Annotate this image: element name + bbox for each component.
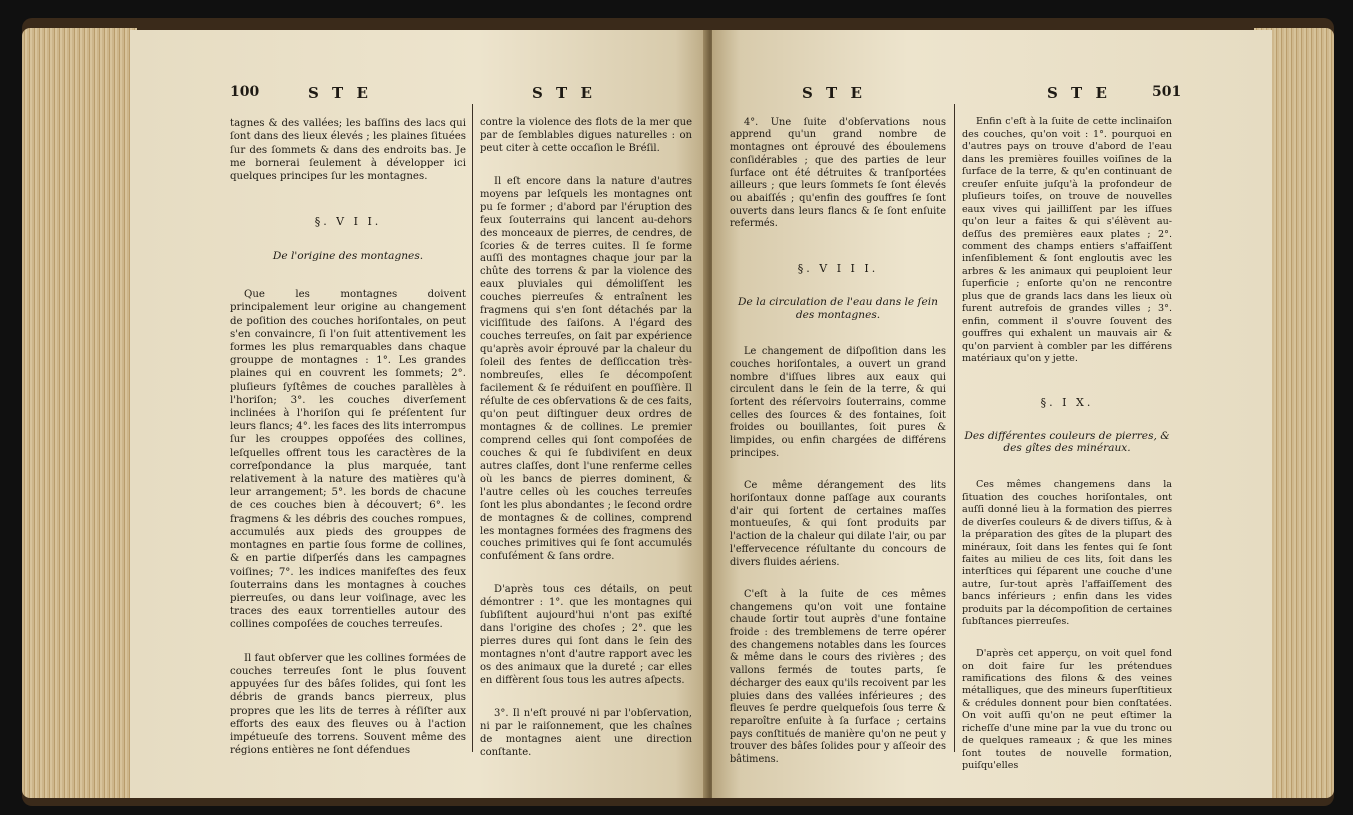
open-book: [22, 18, 1334, 806]
right-page: [712, 30, 1272, 798]
left-page-column-1: [230, 104, 466, 778]
section-heading: §. V I I.: [314, 215, 382, 229]
right-page-column-1: [730, 104, 946, 786]
paragraph: 3°. Il n'eſt prouvé ni par l'obſervation, ni par le raiſonnement, que les chaînes de montagnes aient une direction conſtante.: [480, 707, 692, 758]
paragraph: contre la violence des flots de la mer que par de ſemblables digues naturelles : on peut citer à cette occaſion le Bréſil.: [480, 116, 692, 154]
running-header-left-2: S T E: [532, 84, 596, 102]
left-page: [130, 30, 710, 798]
column-rule: [954, 104, 955, 752]
paragraph: Ce même dérangement des lits horiſontaux donne paſſage aux courants d'air qui ſortent de certaines maſſes montueuſes, & qui ſont produits par l'action de la chaleur qui dilate l'air, ou par l'effervecence réſultante du concours de divers fluides aériens.: [730, 480, 946, 568]
section-title: De l'origine des montagnes.: [272, 249, 424, 262]
paragraph: Le changement de diſpoſition dans les couches horiſontales, a ouvert un grand nombre d'iſſues libres aux eaux qui circulent dans le ſein de la terre, & qui ſortent des réſervoirs ſouterrains, comme celles des ſources & des fontaines, ſoit froides ou bouillantes, ſoit pures & limpides, ou enfin chargées de différens principes.: [730, 346, 946, 459]
section-heading: §. I X.: [1040, 395, 1094, 409]
paragraph: Que les montagnes doivent principalement leur origine au changement de poſition des couches horiſontales, on peut s'en convaincre, ſi l'on ſuit attentivement les formes les plus remarquables dans chaque grouppe de montagnes : 1°. Les grandes plaines qui en couvrent les ſommets; 2°. pluſieurs ſyſtêmes de couches parallèles à l'horiſon; 3°. les couches diverſement inclinées à l'horiſon qui ſe préſentent ſur leurs flancs; 4°. les faces des lits interrompus ſur les crouppes oppoſées des collines, leſquelles offrent tous les caractères de la correſpondance la plus marquée, tant relativement à la nature des matières qu'à leur arrangement; 5°. les bords de chacune de ces couches bien à découvert; 6°. les fragmens & les débris des couches rompues, accumulés aux pieds des grouppes de montagnes en partie ſous forme de collines, & en partie diſperſés dans les campagnes voiſines; 7°. les indices manifeſtes des feux ſouterrains dans les montagnes à couches pierreuſes, ou dans leur voiſinage, avec les traces des eaux torrentielles autour des collines compoſées de couches terreuſes.: [230, 289, 466, 631]
left-page-column-2: [480, 104, 692, 780]
paragraph: Il faut obſerver que les collines formées de couches terreuſes ſont le plus ſouvent appuyées ſur des bâſes ſolides, qui ſont les débris de grands bancs pierreux, plus propres que les lits de terres à réſiſter aux efforts des eaux des fleuves ou à l'action impétueuſe des torrens. Souvent même des régions entières ne ſont défendues: [230, 652, 466, 757]
paragraph: D'après tous ces détails, on peut démontrer : 1°. que les montagnes qui ſubſiſtent aujourd'hui n'ont pas exiſté dans l'origine des choſes ; 2°. que les pierres dures qui ſont dans le ſein des montagnes n'ont d'autre rapport avec les os des animaux que la dureté ; car elles en diffèrent ſous tous les autres aſpects.: [480, 584, 692, 686]
running-header-left-1: S T E: [308, 84, 372, 102]
right-page-column-2: [962, 104, 1172, 792]
section-title: De la circulation de l'eau dans le ſein des montagnes.: [738, 296, 938, 321]
paragraph: Ces mêmes changemens dans la ſituation des couches horiſontales, ont auſſi donné lieu à la formation des pierres de diverſes couleurs & de divers tiſſus, & à la préparation des gîtes de la plupart des minéraux, ſoit dans les fentes qui ſe ſont faites au milieu de ces lits, ſoit dans les interſtices qui ſéparent une couche d'une autre, ſur-tout après l'affaiſſement des bancs inférieurs ; enfin dans les vides produits par la décompoſition de certaines ſubſtances pierreuſes.: [962, 479, 1172, 628]
paragraph: Enfin c'eſt à la ſuite de cette inclinaiſon des couches, qu'on voit : 1°. pourquoi en d'autres pays on trouve d'abord de l'eau dans les premières fouilles voiſines de la ſurface de la terre, & qu'en continuant de creuſer enſuite juſqu'à la profondeur de pluſieurs toiſes, on trouve de nouvelles eaux vives qui jailliſſent par les iſſues qu'on leur a faites & qui s'élèvent au-deſſus des premières eaux plates ; 2°. comment des champs entiers s'affaiſſent inſenſiblement & ſont engloutis avec les arbres & les animaux qui peuploient leur ſuperficie ; enſorte qu'on ne rencontre plus que de grands lacs dans les lieux où furent autrefois de grandes villes ; 3°. enfin, comment il s'ouvre ſouvent des gouffres qui exhalent un mauvais air & qu'on parvient à combler par les différens matériaux qu'on y jette.: [962, 116, 1172, 365]
column-rule: [472, 104, 473, 752]
running-header-right-1: S T E: [802, 84, 866, 102]
paragraph: D'après cet apperçu, on voit quel fond on doit faire ſur les prétendues ramifications des filons & des veines métalliques, que des mineurs ſuperſtitieux & crédules donnent pour bien conſtatées. On voit auſſi qu'on ne peut eſtimer la richeſſe d'une mine par la vue du tronc ou de quelques rameaux ; & que les mines ſont toutes de nouvelle formation, puiſqu'elles: [962, 648, 1172, 772]
paragraph: tagnes & des vallées; les baſſins des lacs qui ſont dans des lieux élevés ; les plaines ſituées ſur des ſommets & dans des endroits bas. Je me bornerai ſeulement à développer ici quelques principes ſur les montagnes.: [230, 118, 466, 183]
running-header-right-2: S T E: [1047, 84, 1111, 102]
left-page-edges: [22, 28, 137, 798]
section-title: Des différentes couleurs de pierres, & des gîtes des minéraux.: [964, 429, 1170, 455]
page-number-left: 100: [230, 84, 260, 100]
section-heading: §. V I I I.: [797, 261, 879, 275]
paragraph: Il eſt encore dans la nature d'autres moyens par leſquels les montagnes ont pu ſe former ; d'abord par l'éruption des feux ſouterrains qui lancent au-dehors des monceaux de pierres, de cendres, de ſcories & de terres cuites. Il ſe forme auſſi des montagnes chaque jour par la chûte des torrens & par la violence des eaux pluviales qui démoliſſent les couches pierreuſes & entraînent les fragmens qui s'en ſont détachés par la viciſſitude des ſaiſons. A l'égard des couches terreuſes, on ſait par expérience qu'après avoir éprouvé par la chaleur du ſoleil des fentes de deſſiccation très-nombreuſes, elles ſe décompoſent facilement & ſe réduiſent en pouſſière. Il réſulte de ces obſervations & de ces faits, qu'on peut diſtinguer deux ordres de montagnes & de collines. Le premier comprend celles qui ſont compoſées de couches & qui ſe ſubdiviſent en deux autres claſſes, dont l'une renferme celles où les bancs de pierres dominent, & l'autre celles où les couches terreuſes ſont les plus abondantes ; le ſecond ordre de montagnes & de collines, comprend les montagnes formées des fragmens des couches primitives qui ſe ſont accumulés confuſément & ſans ordre.: [480, 175, 692, 563]
paragraph: 4°. Une ſuite d'obſervations nous apprend qu'un grand nombre de montagnes ont éprouvé des éboulemens conſidérables ; que des parties de leur ſurface ont été détruites & tranſportées ailleurs ; que leurs ſommets ſe ſont élevés ou abaiſſés ; qu'enfin des gouffres ſe ſont ouverts dans leurs flancs & ſe ſont enſuite refermés.: [730, 116, 946, 230]
page-number-right: 501: [1152, 84, 1182, 100]
paragraph: C'eſt à la ſuite de ces mêmes changemens qu'on voit une fontaine chaude ſortir tout auprès d'une fontaine froide : des tremblemens de terre opérer des changemens notables dans les ſources & même dans le cours des rivières ; des vallons fermés de toutes parts, ſe décharger des eaux qu'ils recoivent par les pluies dans des vallées inférieures ; des fleuves ſe perdre quelquefois ſous terre & reparoître enſuite à ſa ſurface ; certains pays conſtitués de manière qu'on ne peut y trouver des bâſes ſolides pour y aſſeoir des bâtimens.: [730, 588, 946, 766]
